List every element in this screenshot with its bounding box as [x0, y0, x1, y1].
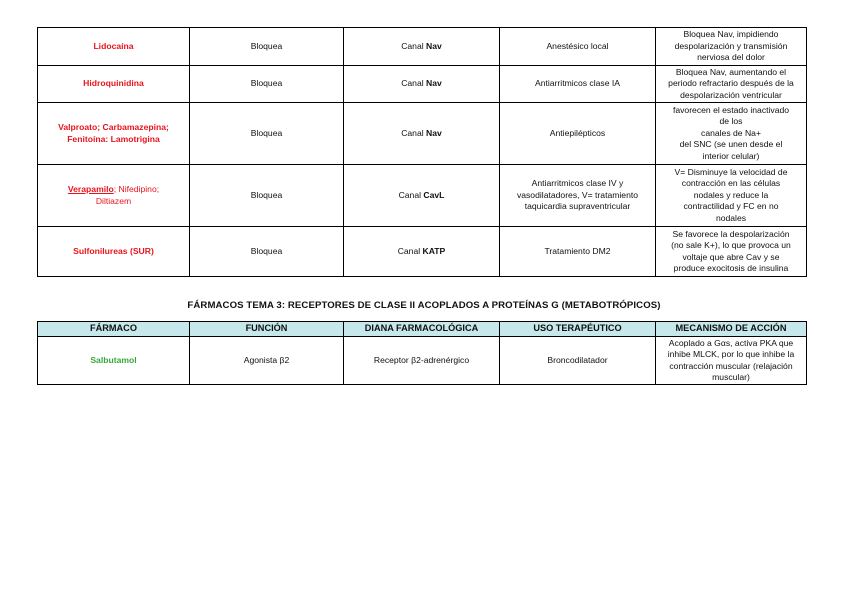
- drug-target: Canal KATP: [344, 227, 500, 277]
- drug-use: Broncodilatador: [500, 337, 656, 385]
- drug-target: Canal Nav: [344, 103, 500, 165]
- drug-name: Lidocaína: [38, 28, 190, 66]
- table-row: [38, 227, 807, 277]
- drug-use: Tratamiento DM2: [500, 227, 656, 277]
- table-row: [38, 66, 807, 103]
- drug-function: Bloquea: [190, 103, 344, 165]
- drug-use: Anestésico local: [500, 28, 656, 66]
- section-title: FÁRMACOS TEMA 3: RECEPTORES DE CLASE II ACOPLADOS A PROTEÍNAS G (METABOTRÓPICOS): [187, 300, 661, 311]
- drug-name: Hidroquinidina: [38, 66, 190, 103]
- drug-mechanism: Se favorece la despolarización (no sale K+), lo que provoca un voltaje que abre Cav y se produce exocitosis de insulina: [656, 227, 807, 277]
- drug-function: Bloquea: [190, 227, 344, 277]
- table-row: [38, 165, 807, 227]
- drug-mechanism: V= Disminuye la velocidad de contracción en las células nodales y reduce la contractilidad y FC en no nodales: [656, 165, 807, 227]
- drug-function: Bloquea: [190, 66, 344, 103]
- drug-name: Salbutamol: [38, 337, 190, 385]
- drug-function: Bloquea: [190, 165, 344, 227]
- table-row: [38, 337, 807, 385]
- drug-target: Canal Nav: [344, 28, 500, 66]
- column-header-function: FUNCIÓN: [190, 322, 344, 337]
- drug-mechanism: Bloquea Nav, aumentando el periodo refractario después de la despolarización ventricular: [656, 66, 807, 103]
- drug-use: Antiarritmicos clase IV y vasodilatadores, V= tratamiento taquicardia supraventricular: [500, 165, 656, 227]
- drug-name: Verapamilo; Nifedipino; Diltiazem: [38, 165, 190, 227]
- column-header-drug: FÁRMACO: [38, 322, 190, 337]
- table-header-row: [38, 322, 807, 337]
- column-header-target: DIANA FARMACOLÓGICA: [344, 322, 500, 337]
- table-row: [38, 103, 807, 165]
- drug-mechanism: Bloquea Nav, impidiendo despolarización y transmisión nerviosa del dolor: [656, 28, 807, 66]
- drug-mechanism: Acoplado a Gαs, activa PKA que inhibe MLCK, por lo que inhibe la contracción muscular (relajación muscular): [656, 337, 807, 385]
- column-header-mechanism: MECANISMO DE ACCIÓN: [656, 322, 807, 337]
- drug-target: Receptor β2-adrenérgico: [344, 337, 500, 385]
- table-row: [38, 28, 807, 66]
- drug-function: Bloquea: [190, 28, 344, 66]
- drug-target: Canal CavL: [344, 165, 500, 227]
- column-header-use: USO TERAPÉUTICO: [500, 322, 656, 337]
- drug-name: Sulfonilureas (SUR): [38, 227, 190, 277]
- drug-mechanism: favorecen el estado inactivado de los canales de Na+ del SNC (se unen desde el interior celular): [656, 103, 807, 165]
- drug-use: Antiepilépticos: [500, 103, 656, 165]
- drug-table-gpcr: [37, 321, 807, 385]
- drug-target: Canal Nav: [344, 66, 500, 103]
- drug-function: Agonista β2: [190, 337, 344, 385]
- drug-name: Valproato; Carbamazepina; Fenitoína: Lamotrigina: [38, 103, 190, 165]
- drug-use: Antiarritmicos clase IA: [500, 66, 656, 103]
- drug-table-channels: [37, 27, 807, 277]
